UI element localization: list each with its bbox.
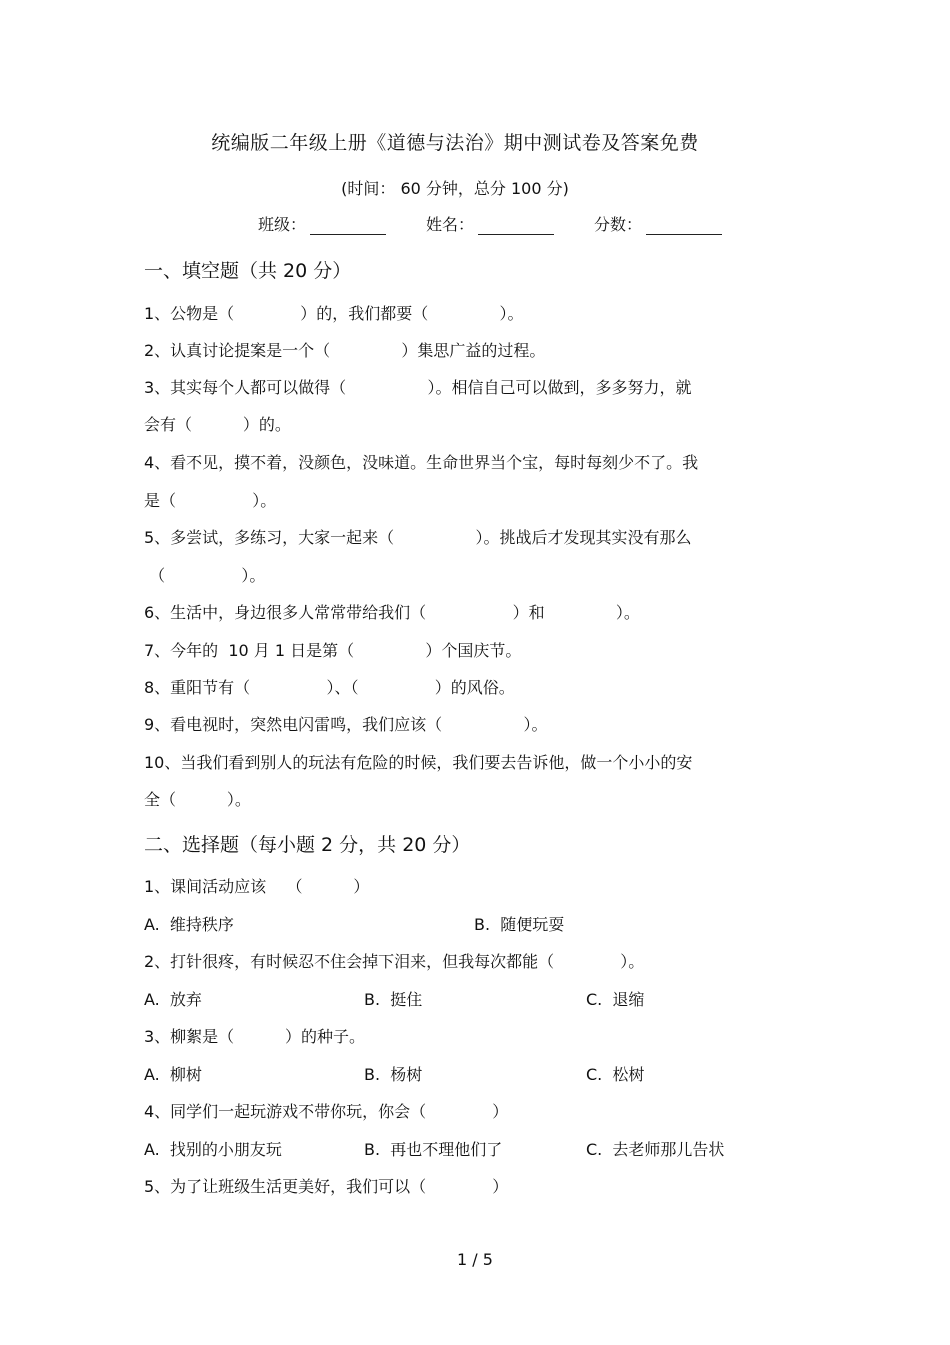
option-c[interactable]: C. 松树: [586, 1065, 645, 1084]
section-choice-heading: 二、选择题（每小题 2 分，共 20 分）: [144, 834, 471, 856]
option-a[interactable]: A. 柳树: [144, 1065, 202, 1084]
fill-line: 10、当我们看到别人的玩法有危险的时候，我们要去告诉他，做一个小小的安: [144, 753, 693, 772]
question-stem: 4、同学们一起玩游戏不带你玩，你会（ ）: [144, 1102, 509, 1121]
name-blank[interactable]: [478, 216, 554, 235]
exam-title: 统编版二年级上册《道德与法治》期中测试卷及答案免费: [211, 132, 699, 154]
question-stem: 1、课间活动应该 （ ）: [144, 877, 370, 896]
class-label: 班级：: [258, 215, 307, 234]
question-stem: 2、打针很疼，有时候忍不住会掉下泪来，但我每次都能（ ）。: [144, 952, 645, 971]
page-number: 1 / 5: [457, 1250, 493, 1269]
name-label: 姓名：: [426, 215, 475, 234]
fill-line: 全（ ）。: [144, 790, 251, 809]
fill-line: （ ）。: [144, 566, 266, 585]
fill-line: 9、看电视时，突然电闪雷鸣，我们应该（ ）。: [144, 715, 548, 734]
option-b[interactable]: B. 再也不理他们了: [364, 1140, 503, 1159]
fill-line: 8、重阳节有（ ）、（ ）的风俗。: [144, 678, 515, 697]
option-a[interactable]: A. 放弃: [144, 990, 202, 1009]
option-a[interactable]: A. 维持秩序: [144, 915, 234, 934]
option-b[interactable]: B. 挺住: [364, 990, 423, 1009]
fill-line: 1、公物是（ ）的，我们都要（ ）。: [144, 304, 524, 323]
score-label: 分数：: [594, 215, 643, 234]
class-blank[interactable]: [310, 216, 386, 235]
option-c[interactable]: C. 去老师那儿告状: [586, 1140, 725, 1159]
fill-line: 6、生活中，身边很多人常常带给我们（ ）和 ）。: [144, 603, 640, 622]
student-info-row: [258, 212, 722, 235]
class-field: [258, 212, 386, 235]
fill-line: 5、多尝试，多练习，大家一起来（ ）。挑战后才发现其实没有那么: [144, 528, 692, 547]
fill-line: 会有（ ）的。: [144, 415, 291, 434]
fill-line: 是（ ）。: [144, 491, 277, 510]
option-b[interactable]: B. 随便玩耍: [474, 915, 565, 934]
score-field: [594, 212, 722, 235]
option-c[interactable]: C. 退缩: [586, 990, 645, 1009]
exam-subtitle: (时间： 60 分钟，总分 100 分): [341, 179, 569, 198]
section-fill-in-heading: 一、填空题（共 20 分）: [144, 260, 352, 282]
score-blank[interactable]: [646, 216, 722, 235]
question-stem: 5、为了让班级生活更美好，我们可以（ ）: [144, 1177, 509, 1196]
name-field: [426, 212, 554, 235]
question-stem: 3、柳絮是（ ）的种子。: [144, 1027, 366, 1046]
fill-line: 4、看不见，摸不着，没颜色，没味道。生命世界当个宝，每时每刻少不了。我: [144, 453, 699, 472]
fill-line: 2、认真讨论提案是一个（ ）集思广益的过程。: [144, 341, 546, 360]
option-a[interactable]: A. 找别的小朋友玩: [144, 1140, 282, 1159]
fill-line: 7、今年的 10 月 1 日是第（ ）个国庆节。: [144, 641, 522, 660]
option-b[interactable]: B. 杨树: [364, 1065, 423, 1084]
fill-line: 3、其实每个人都可以做得（ ）。相信自己可以做到，多多努力，就: [144, 378, 692, 397]
